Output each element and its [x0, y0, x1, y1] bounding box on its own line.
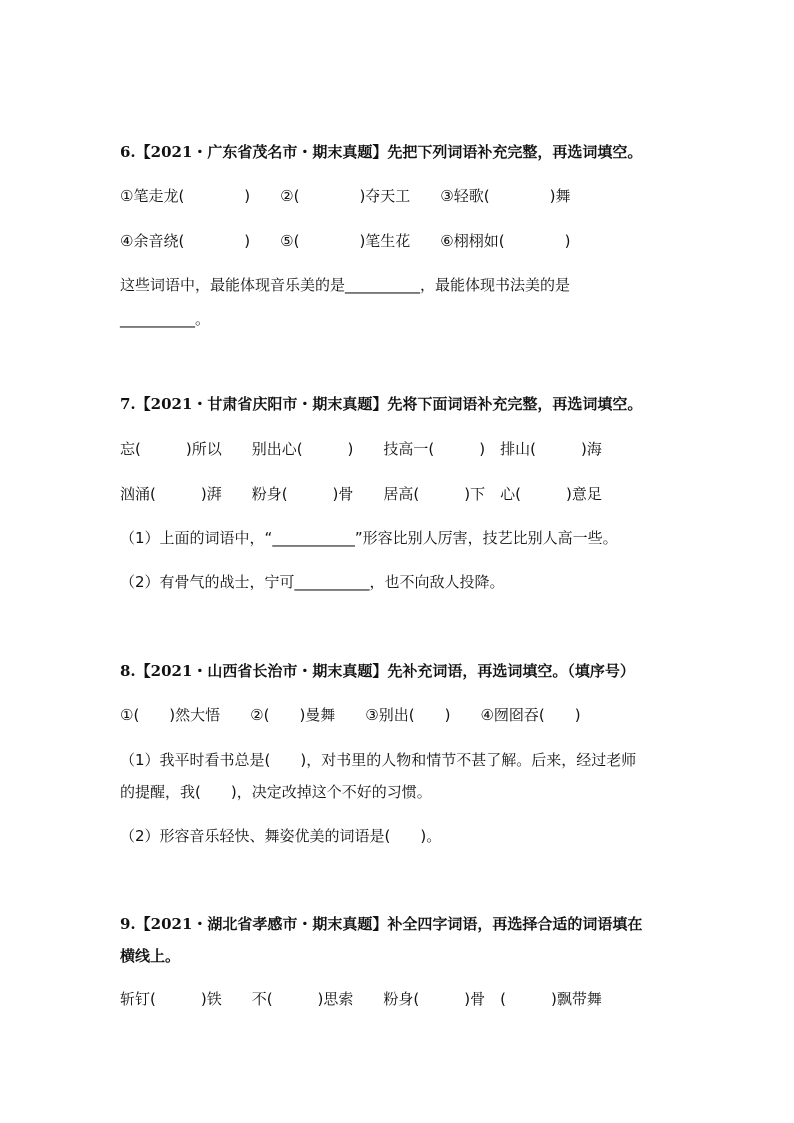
question-9-row: 斩钉( )铁 不( )思索 粉身( )骨 ( )飘带舞 [120, 990, 602, 1008]
question-6-row: ①笔走龙( ) ②( )夺天工 ③轻歌( )舞 [120, 187, 571, 205]
question-9-title-continued: 横线上。 [120, 947, 181, 965]
question-7-row: （1）上面的词语中，“___________”形容比别人厉害，技艺比别人高一些。 [120, 529, 618, 547]
question-7-row: 忘( )所以 别出心( ) 技高一( ) 排山( )海 [120, 440, 602, 458]
question-6-row: ④余音绕( ) ⑤( )笔生花 ⑥栩栩如( ) [120, 232, 571, 250]
question-6-title: 6.【2021・广东省茂名市・期末真题】先把下列词语补充完整，再选词填空。 [120, 143, 643, 161]
question-6-row: 这些词语中，最能体现音乐美的是__________，最能体现书法美的是 [120, 276, 571, 294]
question-8-title: 8.【2021・山西省长治市・期末真题】先补充词语，再选词填空。（填序号） [120, 662, 635, 680]
question-7-title: 7.【2021・甘肃省庆阳市・期末真题】先将下面词语补充完整，再选词填空。 [120, 395, 643, 413]
question-6-row: __________。 [120, 310, 211, 328]
question-8-row: （1）我平时看书总是( )，对书里的人物和情节不甚了解。后来，经过老师 [120, 751, 637, 769]
question-8-row: （2）形容音乐轻快、舞姿优美的词语是( )。 [120, 827, 442, 845]
question-7-row: （2）有骨气的战士，宁可__________，也不向敌人投降。 [120, 573, 505, 591]
question-8-row: ①( )然大悟 ②( )曼舞 ③别出( ) ④囫囵吞( ) [120, 706, 581, 724]
question-9-title: 9.【2021・湖北省孝感市・期末真题】补全四字词语，再选择合适的词语填在 [120, 915, 643, 933]
question-7-row: 汹涌( )湃 粉身( )骨 居高( )下 心( )意足 [120, 485, 602, 503]
question-8-row: 的提醒，我( )，决定改掉这个不好的习惯。 [120, 783, 432, 801]
